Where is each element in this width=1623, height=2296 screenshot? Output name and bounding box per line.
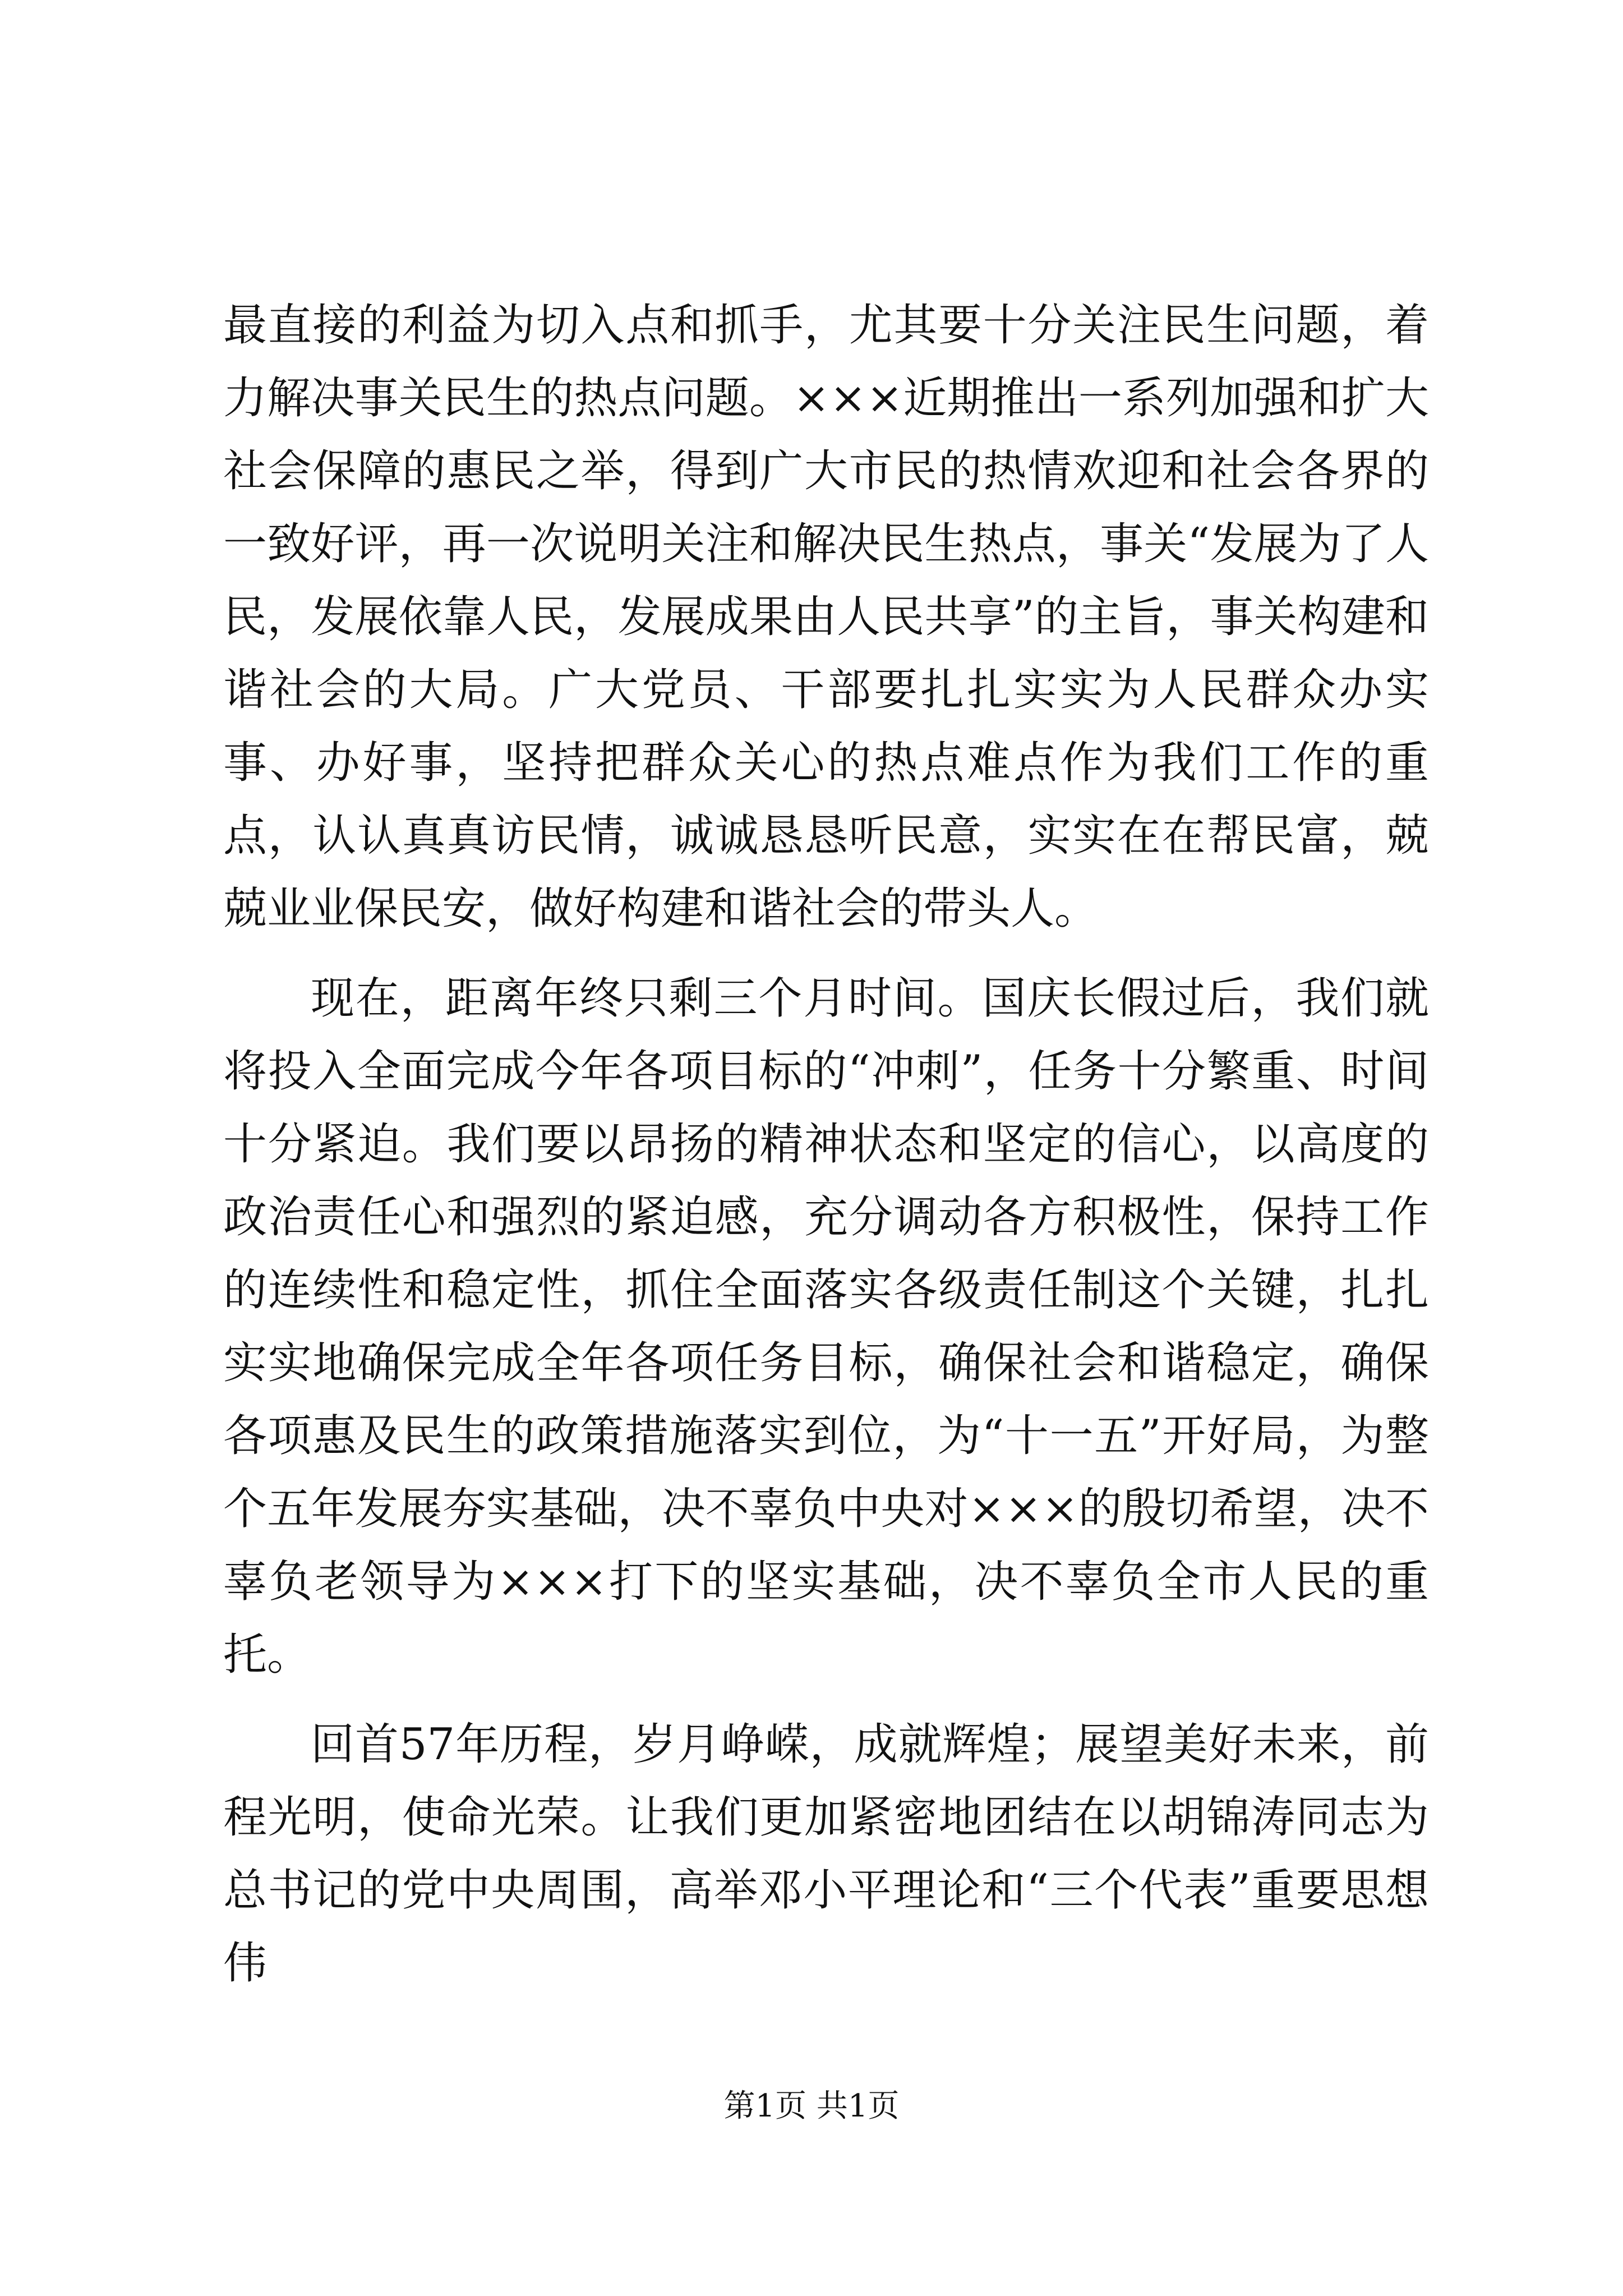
paragraph-3: 回首57年历程，岁月峥嵘，成就辉煌；展望美好未来，前程光明，使命光荣。让我们更加紧密地团结在以胡锦涛同志为总书记的党中央周围，高举邓小平理论和“三个代表”重要思想伟 — [223, 1719, 1429, 1989]
document-body — [223, 289, 1429, 2000]
paragraph-2: 现在，距离年终只剩三个月时间。国庆长假过后，我们就将投入全面完成今年各项目标的“冲刺”，任务十分繁重、时间十分紧迫。我们要以昂扬的精神状态和坚定的信心，以高度的政治责任心和强烈的紧迫感，充分调动各方积极性，保持工作的连续性和稳定性，抓住全面落实各级责任制这个关键，扎扎实实地确保完成全年各项任务目标，确保社会和谐稳定，确保各项惠及民生的政策措施落实到位，为“十一五”开好局，为整个五年发展夯实基础，决不辜负中央对×××的殷切希望，决不辜负老领导为×××打下的坚实基础，决不辜负全市人民的重托。 — [223, 973, 1429, 1680]
paragraph-1: 最直接的利益为切入点和抓手，尤其要十分关注民生问题，着力解决事关民生的热点问题。×××近期推出一系列加强和扩大社会保障的惠民之举，得到广大市民的热情欢迎和社会各界的一致好评，再一次说明关注和解决民生热点，事关“发展为了人民，发展依靠人民，发展成果由人民共享”的主旨，事关构建和谐社会的大局。广大党员、干部要扎扎实实为人民群众办实事、办好事，坚持把群众关心的热点难点作为我们工作的重点，认认真真访民情，诚诚恳恳听民意，实实在在帮民富，兢兢业业保民安，做好构建和谐社会的带头人。 — [223, 300, 1429, 934]
page-footer: 第1页 共1页 — [723, 2088, 900, 2124]
